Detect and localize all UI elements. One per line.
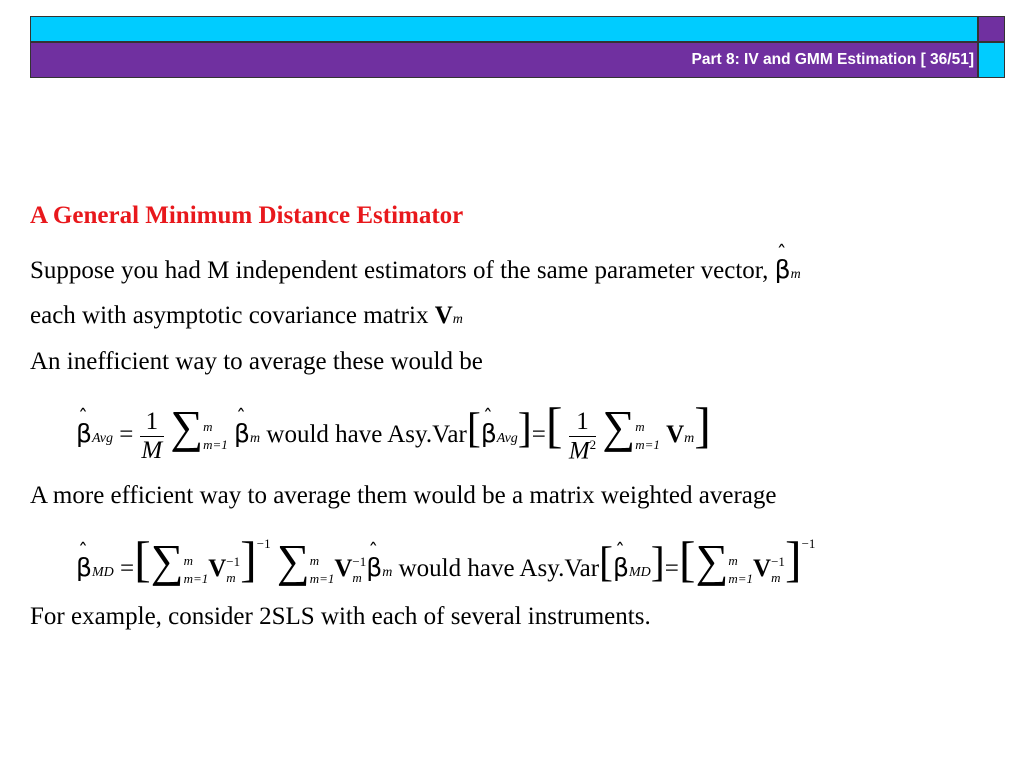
v-indices: −1 m <box>352 554 367 586</box>
equation-average <box>76 396 711 465</box>
sub-md: MD <box>629 565 651 580</box>
sum-limits: m m=1 <box>309 553 335 587</box>
header-band-top <box>30 16 978 42</box>
v-matrix-symbol: V <box>334 555 353 582</box>
sum-symbol: ∑ <box>276 535 310 586</box>
header-square-bottom <box>978 42 1005 78</box>
sub-avg: Avg <box>496 431 518 446</box>
bracket-right: ] <box>517 406 532 452</box>
sub-avg: Avg <box>91 431 113 446</box>
sum-symbol: ∑ <box>150 535 184 586</box>
sub-m: m <box>684 431 695 446</box>
beta-hat-symbol: ˆ β <box>76 553 92 582</box>
sub-m: m <box>250 431 261 446</box>
fraction-1-over-M2: $\frac{1}{M^2}$ <box>568 407 597 464</box>
sub-m: m <box>382 565 393 580</box>
equals-sign: = <box>531 421 546 448</box>
fraction-1-over-M: $\frac{1}{M}$ <box>141 407 163 464</box>
slide-header-title: Part 8: IV and GMM Estimation [ 36/51] <box>691 51 974 68</box>
bracket-right: ] <box>650 540 665 586</box>
beta-hat-symbol: ˆ β <box>481 419 497 448</box>
v-indices: −1 m <box>226 554 241 586</box>
equals-sign: = <box>120 555 135 582</box>
slide-title: A General Minimum Distance Estimator <box>30 202 464 229</box>
bracket-left-big: [ <box>545 397 563 453</box>
bracket-right-big: ] <box>784 531 802 587</box>
v-matrix-symbol: V <box>753 555 772 582</box>
body-line-2 <box>30 302 463 330</box>
beta-hat-symbol: ˆ β <box>234 419 250 448</box>
line-1-text: Suppose you had M independent estimators of the same parameter vector, <box>30 257 769 284</box>
sum-symbol: ∑ <box>602 401 636 452</box>
beta-hat-symbol: ˆ β <box>76 419 92 448</box>
equation-minimum-distance <box>76 530 815 588</box>
v-matrix-symbol: V <box>208 555 227 582</box>
asy-var-text: would have Asy.Var <box>398 555 600 582</box>
asy-var-text: would have Asy.Var <box>266 421 467 448</box>
sum-limits: m m=1 <box>183 553 209 587</box>
bracket-left: [ <box>466 406 481 452</box>
sub-m: m <box>452 312 463 327</box>
beta-hat-symbol: ˆ β <box>775 255 791 284</box>
line-2-text: each with asymptotic covariance matrix <box>30 302 429 329</box>
sum-limits: m m=1 <box>203 419 228 453</box>
sum-symbol: ∑ <box>170 401 204 452</box>
beta-hat-symbol: ˆ β <box>613 553 629 582</box>
bracket-left-big: [ <box>678 531 696 587</box>
beta-hat-symbol: ˆ β <box>366 553 382 582</box>
bracket-left-big: [ <box>134 531 151 587</box>
equals-sign: = <box>119 421 134 448</box>
equals-sign: = <box>664 555 679 582</box>
sum-limits: m m=1 <box>728 553 754 587</box>
body-line-5: For example, consider 2SLS with each of several instruments. <box>30 603 651 630</box>
inverse-exponent: −1 <box>801 536 816 551</box>
bracket-left: [ <box>599 540 614 586</box>
bracket-right-big: ] <box>694 397 711 453</box>
bracket-right-big: ] <box>240 531 257 587</box>
sum-symbol: ∑ <box>695 535 729 586</box>
v-matrix-symbol: V <box>666 421 685 448</box>
v-matrix-symbol: V <box>434 302 453 329</box>
body-line-4: A more efficient way to average them would be a matrix weighted average <box>30 482 777 509</box>
body-line-1 <box>30 255 801 285</box>
inverse-exponent: −1 <box>256 536 271 551</box>
sub-md: MD <box>91 565 114 580</box>
sub-m: m <box>790 267 801 282</box>
body-line-3: An inefficient way to average these would be <box>30 348 483 375</box>
v-indices: −1 m <box>771 554 785 586</box>
sum-limits: m m=1 <box>635 419 660 453</box>
header-square-top <box>978 16 1005 42</box>
